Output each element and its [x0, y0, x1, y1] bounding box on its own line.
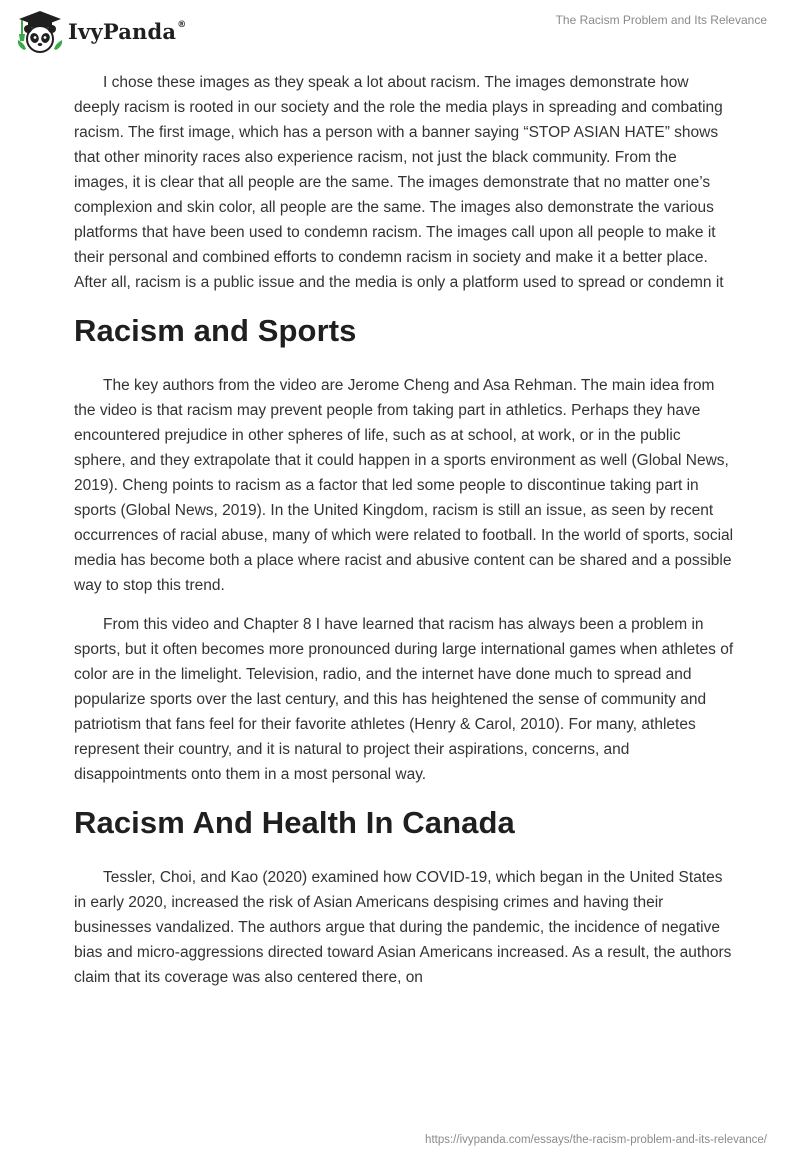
essay-content: [74, 70, 734, 990]
ivypanda-logo[interactable]: [14, 10, 186, 54]
sports-paragraph-2: From this video and Chapter 8 I have learned that racism has always been a problem in sports, but it often becomes more pronounced during large international games when athletes of color are in the limelight. Television, radio, and the internet have done much to spread and popularize sports over the last century, and this has heightened the sense of community and patriotism that fans feel for their favorite athletes (Henry & Carol, 2010). For many, athletes represent their country, and it is natural to project their aspirations, concerns, and disappointments onto them in a most personal way.: [74, 616, 734, 783]
document-title: The Racism Problem and Its Relevance: [555, 13, 767, 27]
logo-wordmark: IvyPanda®: [68, 18, 187, 44]
heading-racism-and-health: Racism And Health In Canada: [74, 805, 515, 840]
registered-mark: ®: [177, 19, 187, 30]
health-paragraph-1: Tessler, Choi, and Kao (2020) examined how COVID-19, which began in the United States in early 2020, increased the risk of Asian Americans despising crimes and having their businesses vandalized. The authors argue that during the pandemic, the incidence of negative bias and micro-aggressions directed toward Asian Americans increased. As a result, the authors claim that its coverage was also centered there, on: [74, 869, 732, 986]
heading-racism-and-sports: Racism and Sports: [74, 313, 357, 348]
intro-paragraph: I chose these images as they speak a lot about racism. The images demonstrate how deeply racism is rooted in our society and the role the media plays in spreading and combating racism. The first image, which has a person with a banner saying “STOP ASIAN HATE” shows that other minority races also experience racism, not just the black community. From the images, it is clear that all people are the same. The images demonstrate that no matter one’s complexion and skin color, all people are the same. The images also demonstrate the various platforms that have been used to condemn racism. The images call upon all people to make it their personal and combined efforts to condemn racism in society and make it a better place. After all, racism is a public issue and the media is only a platform used to spread or condemn it: [74, 74, 724, 291]
footer-source-url[interactable]: https://ivypanda.com/essays/the-racism-problem-and-its-relevance/: [425, 1134, 767, 1146]
page-header: [0, 0, 800, 62]
sports-paragraph-1: The key authors from the video are Jerome Cheng and Asa Rehman. The main idea from the video is that racism may prevent people from taking part in athletics. Perhaps they have encountered prejudice in other spheres of life, such as at school, at work, or in the public sphere, and they extrapolate that it could happen in a sports environment as well (Global News, 2019). Cheng points to racism as a factor that led some people to discontinue taking part in sports (Global News, 2019). In the United Kingdom, racism is still an issue, as seen by recent occurrences of racial abuse, many of which were related to football. In the world of sports, social media has become both a place where racist and abusive content can be shared and a possible way to stop this trend.: [74, 377, 734, 594]
panda-graduate-icon: [14, 10, 66, 54]
